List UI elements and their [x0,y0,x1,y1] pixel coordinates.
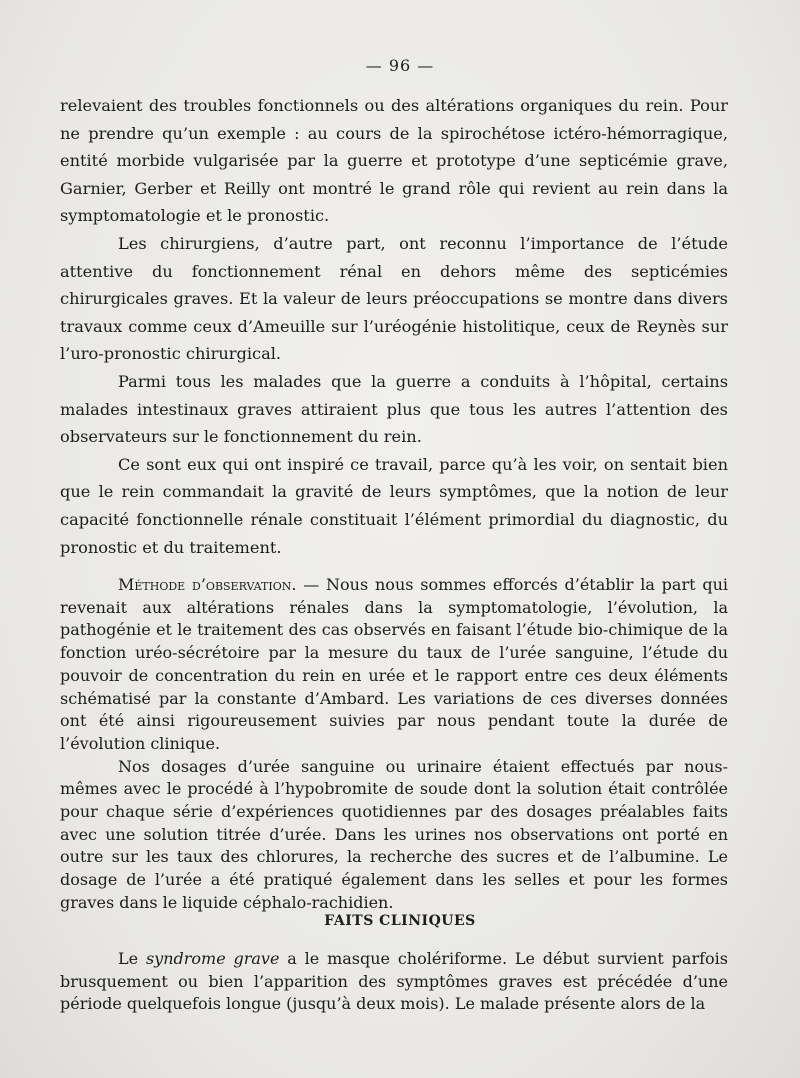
paragraph-text: Le [118,949,146,968]
paragraph: Les chirurgiens, d’autre part, ont reconnu l’importance de l’étude attentive du fonctionnement rénal en dehors même des septicémies chirurgicales graves. Et la valeur de leurs préoccupations se montre dans divers travaux comme ceux d’Ameuille sur l’uréogénie histolitique, ceux de Reynès sur l’uro-pronostic chirurgical. [60,233,728,364]
section-faits-cliniques [60,948,728,1016]
run-in-heading: Méthode d’observation. [118,575,297,594]
emphasis: syndrome grave [145,949,280,968]
paragraph: Nos dosages d’urée sanguine ou urinaire étaient effectués par nous-mêmes avec le procédé à l’hypobromite de soude dont la solution était contrôlée pour chaque série d’expériences quotidiennes par des dosages préalables faits avec une solution titrée d’urée. Dans les urines nos observations ont porté en outre sur les taux des chlorures, la recherche des sucres et de l’albumine. Le dosage de l’urée a été pratiqué également dans les selles et pour les formes graves dans le liquide céphalo-rachidien. [60,756,728,912]
paragraph [60,574,728,756]
paragraph: Parmi tous les malades que la guerre a conduits à l’hôpital, certains malades intestinaux graves attiraient plus que tous les autres l’attention des observateurs sur le fonctionnement du rein. [60,371,728,447]
section-title: FAITS CLINIQUES [324,913,476,929]
paragraph: Ce sont eux qui ont inspiré ce travail, parce qu’à les voir, on sentait bien que le rein commandait la gravité de leurs symptômes, que la notion de leur capacité fonctionnelle rénale constituait l’élément primordial du diagnostic, du pronostic et du traitement. [60,454,728,557]
paragraph-text: — Nous nous sommes efforcés d’établir la part qui revenait aux altérations rénales dans la symptomatologie, l’évolution, la pathogénie et le traitement des cas observés en faisant l’étude bio-chimique de la fonction uréo-sécrétoire par la mesure du taux de l’urée sanguine, l’étude du pouvoir de concentration du rein en urée et le rapport entre ces deux éléments schématisé par la constante d’Ambard. Les variations de ces diverses données ont été ainsi rigoureusement suivies par nous pendant toute la durée de l’évolution clinique. [60,575,728,753]
page-number: — 96 — [365,56,435,75]
paragraph [60,948,728,1016]
paragraph-text: a le masque cholériforme. Le début survient parfois brusquement ou bien l’apparition des symptômes graves est précédée d’une période quelquefois longue (jusqu’à deux mois). Le malade présente alors de la [60,949,728,1014]
section-methode [60,574,728,915]
section-intro [60,92,728,561]
paragraph: relevaient des troubles fonctionnels ou des altérations organiques du rein. Pour ne prendre qu’un exemple : au cours de la spirochétose ictéro-hémorragique, entité morbide vulgarisée par la guerre et prototype d’une septicémie grave, Garnier, Gerber et Reilly ont montré le grand rôle qui revient au rein dans la symptomatologie et le pronostic. [60,96,728,226]
